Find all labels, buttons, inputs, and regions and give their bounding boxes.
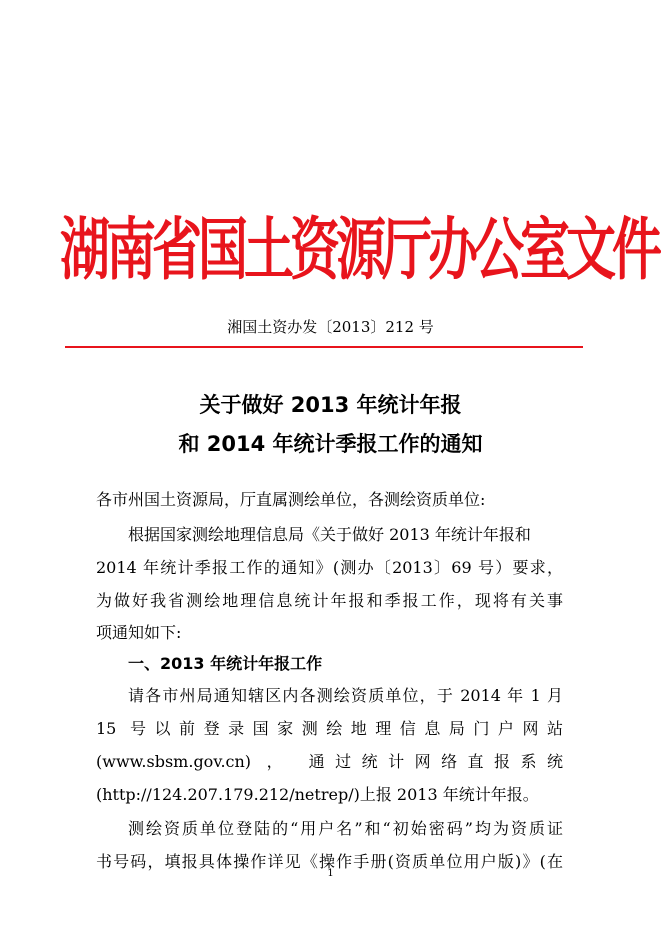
paragraph-1-line-4: 项通知如下: [96,623,182,642]
page-number: 1 [327,868,334,879]
paragraph-3-line-1: 测绘资质单位登陆的“用户名”和“初始密码”均为资质证 [128,819,563,838]
paragraph-1-line-2: 2014 年统计季报工作的通知》(测办〔2013〕69 号）要求， [96,558,563,577]
paragraph-2-line-1: 请各市州局通知辖区内各测绘资质单位，于 2014 年 1 月 [128,686,563,705]
paragraph-2-line-2: 15 号以前登录国家测绘地理信息局门户网站 [96,719,563,738]
section-heading-1: 一、2013 年统计年报工作 [128,654,323,673]
notice-title-line-1: 关于做好 2013 年统计年报 [199,393,462,417]
document-number: 湘国土资办发〔2013〕212 号 [227,318,434,336]
paragraph-1-line-1: 根据国家测绘地理信息局《关于做好 2013 年统计年报和 [128,525,531,544]
red-divider-line [65,346,583,348]
paragraph-3-line-2: 书号码，填报具体操作详见《操作手册(资质单位用户版)》(在 [96,852,563,871]
paragraph-2-line-3: (www.sbsm.gov.cn) ， 通过统计网络直报系统 [96,752,563,771]
salutation-line: 各市州国土资源局，厅直属测绘单位，各测绘资质单位: [96,490,486,509]
document-header-title: 湖南省国土资源厅办公室文件 [60,210,658,290]
paragraph-2-line-4: (http://124.207.179.212/netrep/)上报 2013 年统计年报。 [96,785,539,804]
notice-title-line-2: 和 2014 年统计季报工作的通知 [178,432,483,456]
paragraph-1-line-3: 为做好我省测绘地理信息统计年报和季报工作，现将有关事 [96,591,563,610]
